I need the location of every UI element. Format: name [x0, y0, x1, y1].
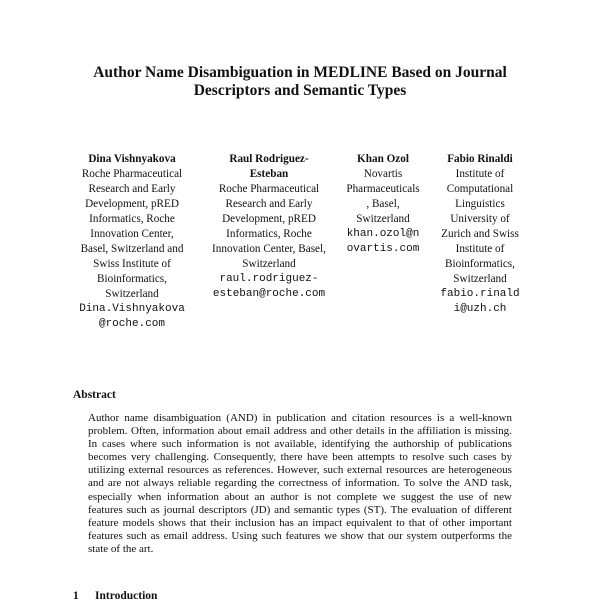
section-title: Introduction: [95, 590, 158, 602]
author-email: @roche.com: [98, 318, 165, 330]
affiliation-line: Roche Pharmaceutical: [218, 183, 320, 195]
abstract-line: problem. Often, information about email address and other details in the affiliation is missing.: [88, 425, 512, 438]
affiliation-line: Pharmaceuticals: [346, 183, 420, 195]
affiliation-line: Switzerland: [356, 213, 410, 225]
author-email: fabio.rinald: [440, 288, 520, 300]
author-block-vishnyakova: [73, 152, 191, 332]
author-email: ovartis.com: [346, 243, 420, 255]
author-block-rodriguez-esteban: [206, 152, 332, 302]
abstract-line: and are not always reliable regarding the correctness of information. To solve the AND task,: [88, 477, 512, 490]
affiliation-line: Bioinformatics,: [97, 273, 167, 285]
affiliation-line: Linguistics: [455, 198, 505, 210]
affiliation-line: Switzerland: [453, 273, 507, 285]
abstract-line: especially when information about an author is not complete we suggest the use of new: [88, 490, 512, 503]
section-heading-introduction: [73, 590, 157, 602]
author-email: khan.ozol@n: [346, 228, 420, 240]
abstract-line: feature models shows that their inclusion has an impact equivalent to that of other important: [88, 516, 512, 529]
section-number: 1: [73, 590, 79, 602]
abstract-line: Author name disambiguation (AND) in publication and citation resources is a well-known: [88, 412, 512, 424]
affiliation-line: Swiss Institute of: [93, 258, 171, 270]
abstract-line: state of the art.: [88, 542, 154, 555]
affiliation-line: Zurich and Swiss: [441, 228, 519, 240]
affiliation-line: University of: [450, 213, 510, 225]
affiliation-line: , Basel,: [366, 198, 400, 210]
abstract-line: In cases where such information is not available, identifying the authorship of publications: [88, 438, 512, 451]
paper-title: [60, 64, 540, 100]
affiliation-line: Innovation Center,: [90, 228, 174, 240]
title-line-1: Author Name Disambiguation in MEDLINE Based on Journal: [93, 64, 507, 81]
affiliation-line: Development, pRED: [85, 198, 179, 210]
author-name: Khan Ozol: [357, 153, 409, 165]
author-block-rinaldi: [430, 152, 530, 317]
affiliation-line: Bioinformatics,: [445, 258, 515, 270]
title-line-2: Descriptors and Semantic Types: [193, 82, 407, 99]
affiliation-line: Research and Early: [225, 198, 313, 210]
author-email: esteban@roche.com: [212, 288, 326, 300]
affiliation-line: Development, pRED: [222, 213, 316, 225]
abstract-heading: Abstract: [73, 389, 116, 401]
affiliation-line: Computational: [446, 183, 514, 195]
author-name: Fabio Rinaldi: [447, 153, 513, 165]
affiliation-line: Switzerland: [242, 258, 296, 270]
abstract-body: [88, 412, 512, 556]
author-email: raul.rodriguez-: [219, 273, 319, 285]
author-email: i@uzh.ch: [453, 303, 507, 315]
affiliation-line: Innovation Center, Basel,: [212, 243, 326, 255]
author-block-ozol: [338, 152, 428, 257]
author-name: Esteban: [249, 168, 289, 180]
author-email: Dina.Vishnyakova: [79, 303, 185, 315]
author-name: Raul Rodriguez-: [229, 153, 309, 165]
abstract-line: becomes very challenging. Consequently, there have been attempts to resolve such cases by: [88, 451, 512, 464]
affiliation-line: Novartis: [363, 168, 403, 180]
affiliation-line: Institute of: [455, 243, 505, 255]
author-name: Dina Vishnyakova: [88, 153, 176, 165]
affiliation-line: Informatics, Roche: [226, 228, 312, 240]
affiliation-line: Institute of: [455, 168, 505, 180]
affiliation-line: Switzerland: [105, 288, 159, 300]
abstract-line: features such as email address. Using such features we show that our system outperforms the: [88, 529, 512, 542]
affiliation-line: Informatics, Roche: [89, 213, 175, 225]
abstract-line: features such as journal descriptors (JD) and semantic types (ST). The evaluation of different: [88, 503, 512, 516]
abstract-line: utilizing external resources as references. However, such external resources are heterogeneous: [88, 464, 512, 477]
affiliation-line: Basel, Switzerland and: [80, 243, 184, 255]
affiliation-line: Research and Early: [88, 183, 176, 195]
affiliation-line: Roche Pharmaceutical: [81, 168, 183, 180]
